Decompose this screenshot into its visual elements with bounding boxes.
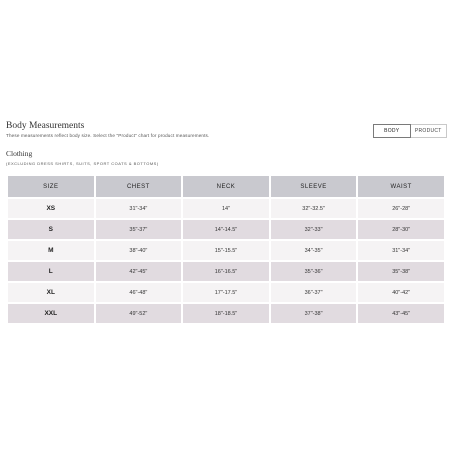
table-row xyxy=(8,241,444,260)
size-cell: XXL xyxy=(8,304,94,323)
column-header-sleeve: SLEEVE xyxy=(271,176,357,197)
sleeve-cell: 35"-36" xyxy=(271,262,357,281)
waist-cell: 31"-34" xyxy=(358,241,444,260)
waist-cell: 35"-38" xyxy=(358,262,444,281)
chest-cell: 49"-52" xyxy=(96,304,182,323)
sleeve-cell: 32"-32.5" xyxy=(271,199,357,218)
column-header-waist: WAIST xyxy=(358,176,444,197)
sleeve-cell: 32"-33" xyxy=(271,220,357,239)
neck-cell: 17"-17.5" xyxy=(183,283,269,302)
waist-cell: 26"-28" xyxy=(358,199,444,218)
waist-cell: 43"-45" xyxy=(358,304,444,323)
table-row xyxy=(8,283,444,302)
neck-cell: 14" xyxy=(183,199,269,218)
size-cell: L xyxy=(8,262,94,281)
neck-cell: 15"-15.5" xyxy=(183,241,269,260)
neck-cell: 16"-16.5" xyxy=(183,262,269,281)
column-header-chest: CHEST xyxy=(96,176,182,197)
measurement-toggle xyxy=(373,124,447,138)
body-toggle-button[interactable]: BODY xyxy=(373,124,411,138)
table-header-row xyxy=(8,176,444,197)
size-cell: XS xyxy=(8,199,94,218)
size-cell: S xyxy=(8,220,94,239)
page-subtitle: These measurements reflect body size. Select the "Product" chart for product measurements. xyxy=(6,133,210,138)
chest-cell: 46"-48" xyxy=(96,283,182,302)
column-header-size: SIZE xyxy=(8,176,94,197)
table-row xyxy=(8,262,444,281)
table-row xyxy=(8,220,444,239)
column-header-neck: NECK xyxy=(183,176,269,197)
size-cell: M xyxy=(8,241,94,260)
section-note: (EXCLUDING DRESS SHIRTS, SUITS, SPORT COATS & BOTTOMS) xyxy=(6,161,159,166)
waist-cell: 40"-42" xyxy=(358,283,444,302)
table-row xyxy=(8,199,444,218)
waist-cell: 28"-30" xyxy=(358,220,444,239)
chest-cell: 35"-37" xyxy=(96,220,182,239)
section-title: Clothing xyxy=(6,149,33,158)
chest-cell: 31"-34" xyxy=(96,199,182,218)
chest-cell: 38"-40" xyxy=(96,241,182,260)
sleeve-cell: 34"-35" xyxy=(271,241,357,260)
neck-cell: 14"-14.5" xyxy=(183,220,269,239)
sleeve-cell: 36"-37" xyxy=(271,283,357,302)
size-cell: XL xyxy=(8,283,94,302)
chest-cell: 42"-45" xyxy=(96,262,182,281)
table-row xyxy=(8,304,444,323)
product-toggle-button[interactable]: PRODUCT xyxy=(414,128,442,134)
neck-cell: 18"-18.5" xyxy=(183,304,269,323)
page-title: Body Measurements xyxy=(6,121,85,131)
size-chart-table xyxy=(6,174,446,325)
sleeve-cell: 37"-38" xyxy=(271,304,357,323)
